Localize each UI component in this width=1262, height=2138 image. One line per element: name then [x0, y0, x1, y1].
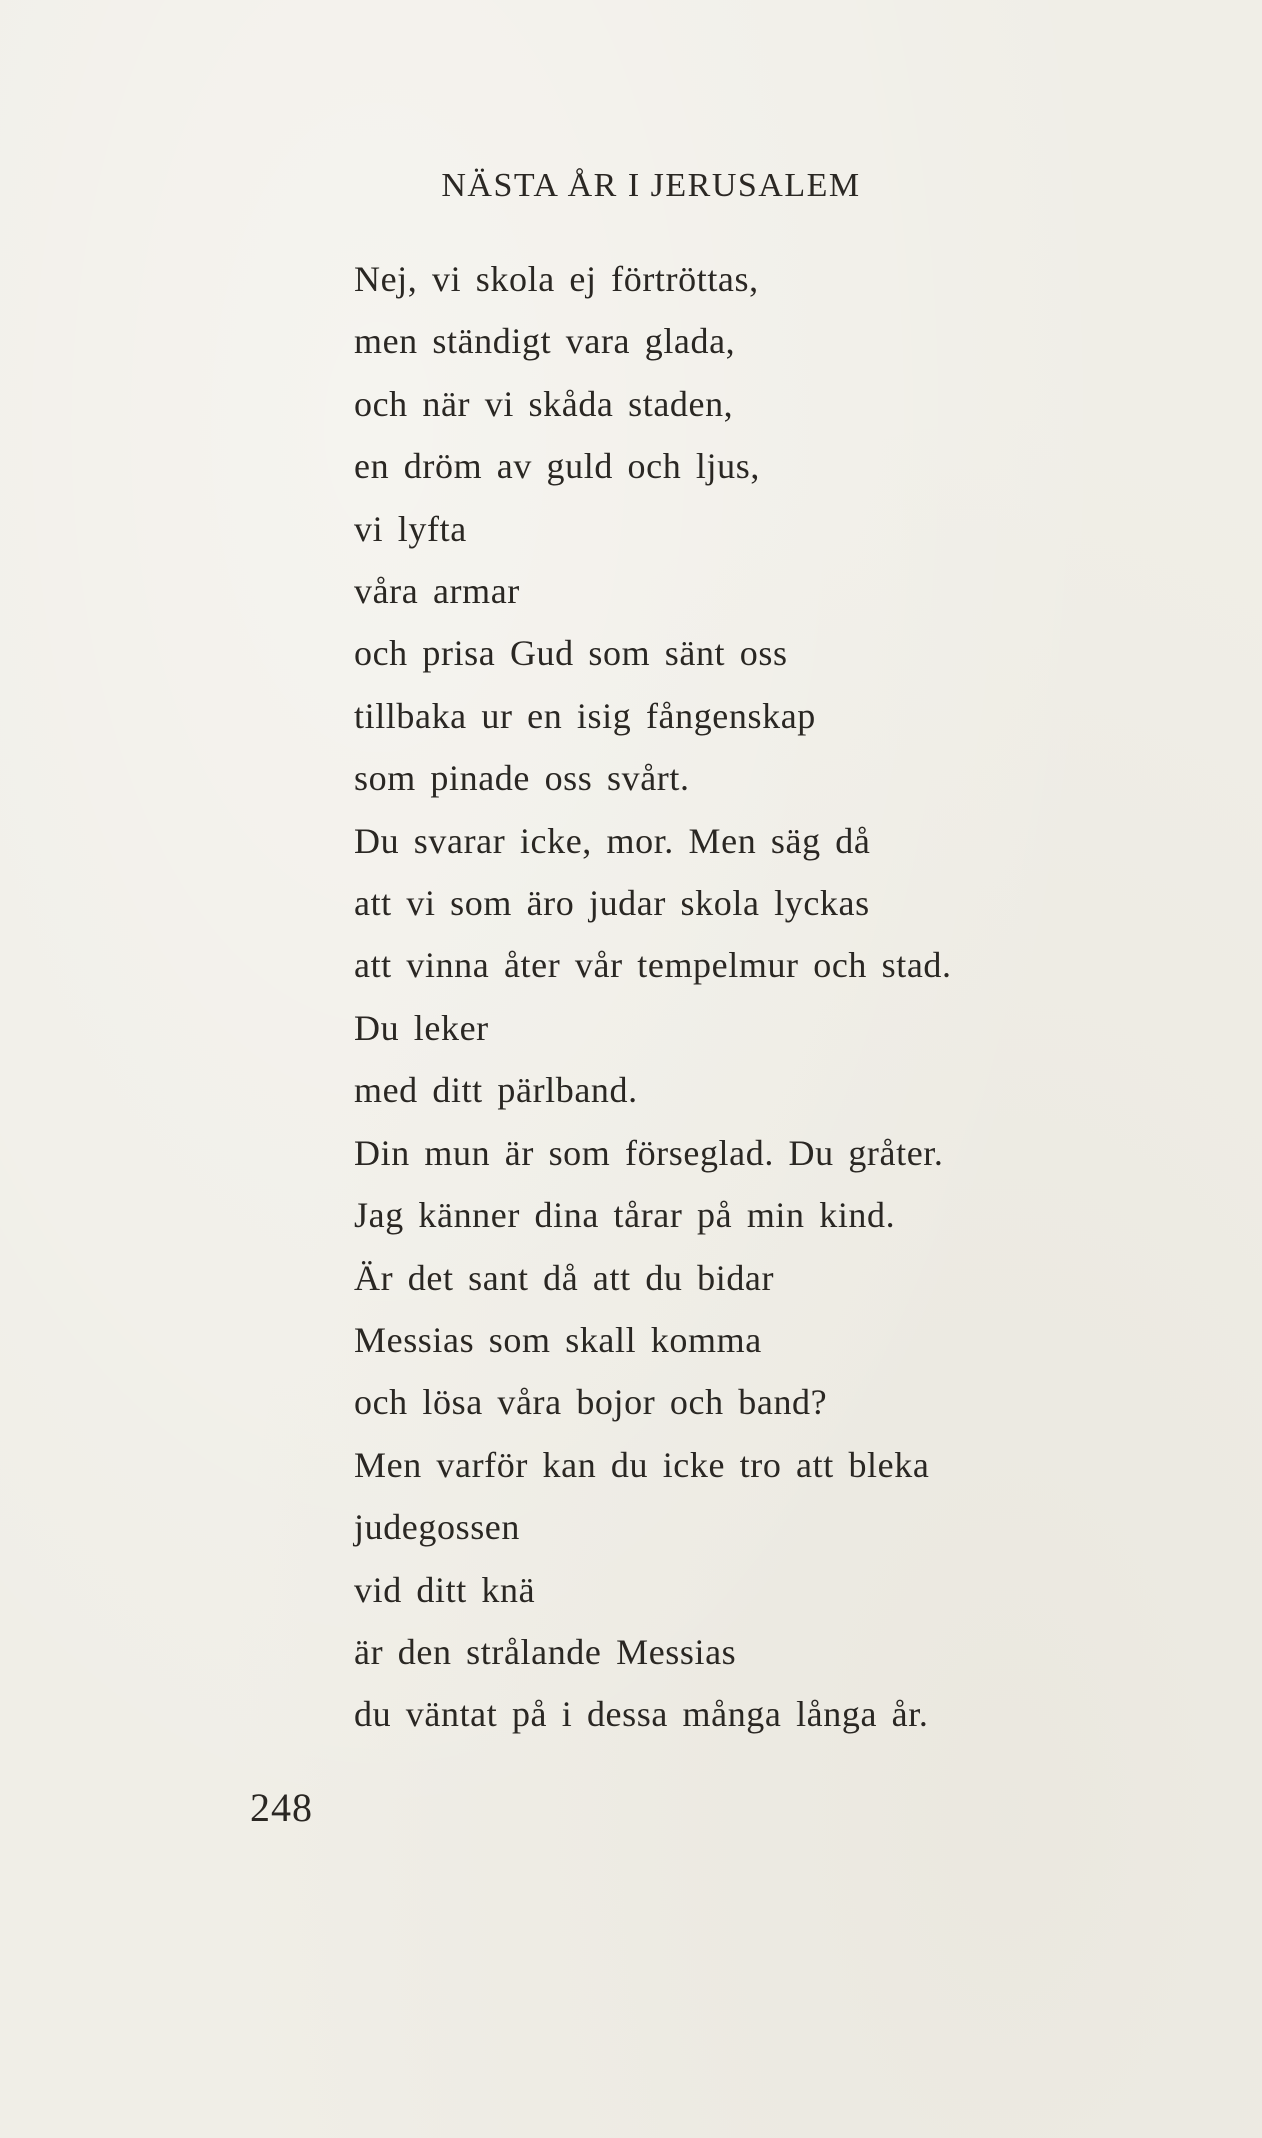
poem-line: Är det sant då att du bidar — [354, 1257, 775, 1298]
poem-line: med ditt pärlband. — [354, 1070, 638, 1111]
poem-line: Din mun är som förseglad. Du gråter. — [354, 1132, 944, 1173]
poem-line: våra armar — [354, 571, 520, 612]
poem-line: att vinna åter vår tempelmur och stad. — [354, 945, 952, 986]
poem-line: tillbaka ur en isig fångenskap — [354, 695, 816, 736]
poem-line: Nej, vi skola ej förtröttas, — [354, 259, 759, 299]
poem-line: Men varför kan du icke tro att bleka — [354, 1444, 930, 1485]
poem-line: och prisa Gud som sänt oss — [354, 633, 788, 674]
poem-line: att vi som äro judar skola lyckas — [354, 883, 870, 924]
poem-line: Du svarar icke, mor. Men säg då — [354, 820, 871, 861]
poem-line: du väntat på i dessa många långa år. — [354, 1694, 929, 1735]
poem-line: men ständigt vara glada, — [354, 321, 736, 362]
page-number: 248 — [250, 1785, 313, 1830]
poem-line: som pinade oss svårt. — [354, 758, 690, 799]
poem-line: judegossen — [354, 1507, 520, 1548]
poem-line: Messias som skall komma — [354, 1319, 762, 1360]
poem-line: vid ditt knä — [354, 1569, 536, 1610]
poem-line: är den strålande Messias — [354, 1631, 737, 1672]
running-title: NÄSTA ÅR I JERUSALEM — [441, 167, 861, 204]
poem-line: vi lyfta — [354, 508, 467, 549]
poem-line: en dröm av guld och ljus, — [354, 446, 760, 487]
poem-line: Jag känner dina tårar på min kind. — [354, 1195, 896, 1236]
poem-text — [354, 248, 1154, 1746]
poem-line: och lösa våra bojor och band? — [354, 1382, 828, 1423]
poem-line: och när vi skåda staden, — [354, 383, 734, 424]
poem-line: Du leker — [354, 1007, 489, 1048]
